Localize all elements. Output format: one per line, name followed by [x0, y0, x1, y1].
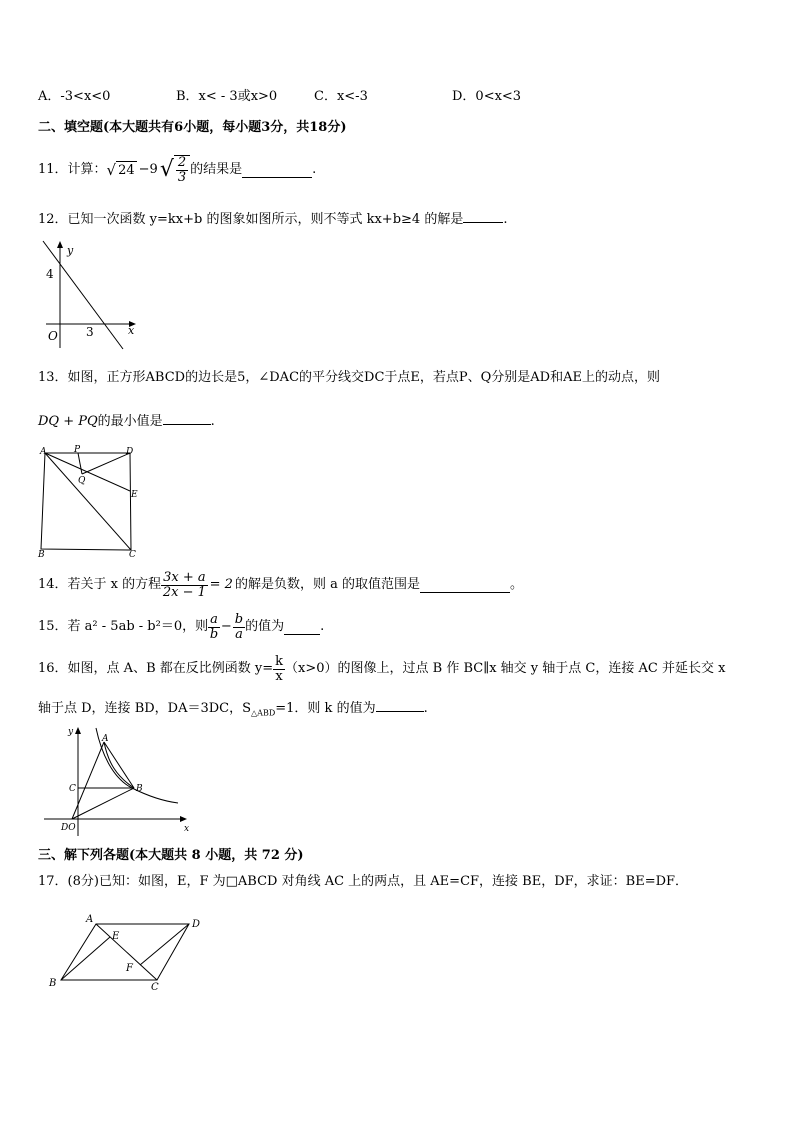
q13-expr: DQ + PQ: [38, 414, 98, 429]
q13-end: .: [210, 414, 215, 429]
y-arrow-icon: [57, 241, 63, 248]
fig-o-label: O: [48, 329, 58, 343]
segment-dq: [82, 453, 130, 474]
segment-df: [140, 924, 189, 965]
fig-y-label: y: [67, 244, 74, 257]
x-arrow-icon: [180, 816, 187, 822]
q16-subscript: △ABD: [251, 708, 276, 718]
fig-d: D: [126, 447, 134, 457]
q15-f2-den: a: [235, 626, 243, 642]
q14-answer-blank[interactable]: [420, 578, 510, 593]
fig-p: P: [74, 445, 81, 455]
segment-pq: [78, 453, 82, 474]
fig-x: x: [184, 824, 190, 834]
q11-minus: −9: [138, 162, 158, 177]
q15-minus: −: [220, 619, 232, 634]
fig-do: DO: [61, 823, 76, 833]
q16-line1: [38, 651, 725, 687]
fig-x-label: x: [128, 324, 135, 337]
fig-a: A: [40, 447, 47, 457]
q13-answer-blank[interactable]: [163, 410, 211, 425]
q15-suffix: 的值为: [245, 619, 285, 634]
fig-3-label: 3: [86, 325, 94, 339]
q11-frac-den: 3: [177, 170, 187, 185]
fig-e: E: [131, 490, 138, 500]
fig-b: B: [38, 550, 45, 560]
option-a: A．-3<x<0: [38, 89, 111, 104]
fig-4-label: 4: [46, 267, 54, 281]
q12-figure: [38, 238, 148, 353]
sqrt-sign-icon-2: √: [159, 157, 174, 182]
q16-prefix: 16．如图，点 A、B 都在反比例函数 y=: [38, 661, 274, 676]
y-arrow-icon: [75, 727, 81, 734]
q15-end: .: [320, 619, 325, 634]
section-3-heading: 三、解下列各题(本大题共 8 小题，共 72 分): [38, 848, 304, 863]
q16-x: x: [275, 668, 283, 684]
question-12: [38, 208, 507, 229]
q16-mid: （x>0）的图像上，过点 B 作 BC∥x 轴交 y 轴于点 C，连接 AC 并延长交 x: [285, 661, 726, 676]
question-11: [38, 152, 316, 188]
fig-c: C: [151, 982, 159, 993]
q13-line2: [38, 410, 215, 431]
q16-line2b: =1．则 k 的值为: [275, 701, 376, 716]
section-2-heading: 二、填空题(本大题共有6小题，每小题3分，共18分): [38, 120, 347, 135]
fig-e: E: [112, 931, 120, 942]
q16-answer-blank[interactable]: [376, 697, 424, 712]
fig-f: F: [126, 963, 133, 974]
q17-text: 17．(8分)已知：如图，E，F 为□ABCD 对角线 AC 上的两点，且 AE=CF，连接 BE，DF，求证：BE=DF．: [38, 874, 689, 889]
fig-c: C: [129, 550, 136, 560]
q16-k: k: [275, 653, 284, 669]
q14-eq: = 2: [209, 577, 233, 592]
line-da: [72, 742, 104, 819]
fig-q: Q: [78, 476, 86, 486]
q12-answer-blank[interactable]: [463, 208, 503, 223]
q14-suffix: 的解是负数，则 a 的取值范围是: [234, 577, 420, 592]
parallelogram-abcd: [61, 924, 189, 980]
q11-end: .: [312, 162, 317, 177]
question-15: [38, 609, 324, 645]
q16-end: .: [423, 701, 428, 716]
fig-c: C: [69, 784, 76, 794]
q17-figure: [44, 910, 214, 994]
fig-a: A: [86, 914, 94, 925]
diagonal-ac: [45, 453, 131, 550]
q11-suffix: 的结果是: [190, 162, 243, 177]
line-ab: [104, 742, 134, 788]
option-b: B．x< - 3或x>0: [176, 89, 278, 104]
q14-prefix: 14．若关于 x 的方程: [38, 577, 162, 592]
q16-line2-text: 轴于点 D，连接 BD，DA＝3DC，S: [38, 701, 252, 716]
q11-radicand: 24: [118, 162, 135, 178]
q13-line1: 13．如图，正方形ABCD的边长是5，∠DAC的平分线交DC于点E，若点P、Q分别是AD和AE上的动点，则: [38, 370, 660, 385]
q12-text: 12．已知一次函数 y=kx+b 的图象如图所示，则不等式 kx+b≥4 的解是: [38, 212, 464, 227]
q16-figure: [36, 724, 196, 838]
fig-b: B: [136, 784, 143, 794]
q13-figure: [34, 444, 146, 560]
line-db: [72, 788, 134, 819]
q11-prefix: 11．计算：: [38, 162, 107, 177]
segment-be: [61, 937, 110, 980]
q13-suffix: 的最小值是: [97, 414, 163, 429]
q15-f1-den: b: [209, 626, 219, 642]
q12-end: .: [503, 212, 508, 227]
q15-answer-blank[interactable]: [284, 620, 320, 635]
q15-f1-num: a: [210, 611, 218, 627]
option-d: D．0<x<3: [452, 89, 522, 104]
question-14: [38, 567, 523, 603]
q14-end: 。: [509, 577, 523, 592]
q14-num: 3x + a: [163, 569, 206, 585]
fig-d: D: [192, 919, 201, 930]
fig-b: B: [49, 978, 57, 989]
fig-y: y: [68, 727, 74, 737]
q11-frac-num: 2: [177, 155, 187, 170]
sqrt-sign-icon: √: [106, 161, 117, 179]
q15-prefix: 15．若 a² - 5ab - b²＝0，则: [38, 619, 209, 634]
q16-line2: [38, 697, 428, 723]
q15-f2-num: b: [234, 611, 244, 627]
q11-answer-blank[interactable]: [242, 163, 312, 178]
fig-a: A: [102, 734, 109, 744]
q14-den: 2x − 1: [162, 584, 206, 600]
option-c: C．x<-3: [314, 89, 368, 104]
